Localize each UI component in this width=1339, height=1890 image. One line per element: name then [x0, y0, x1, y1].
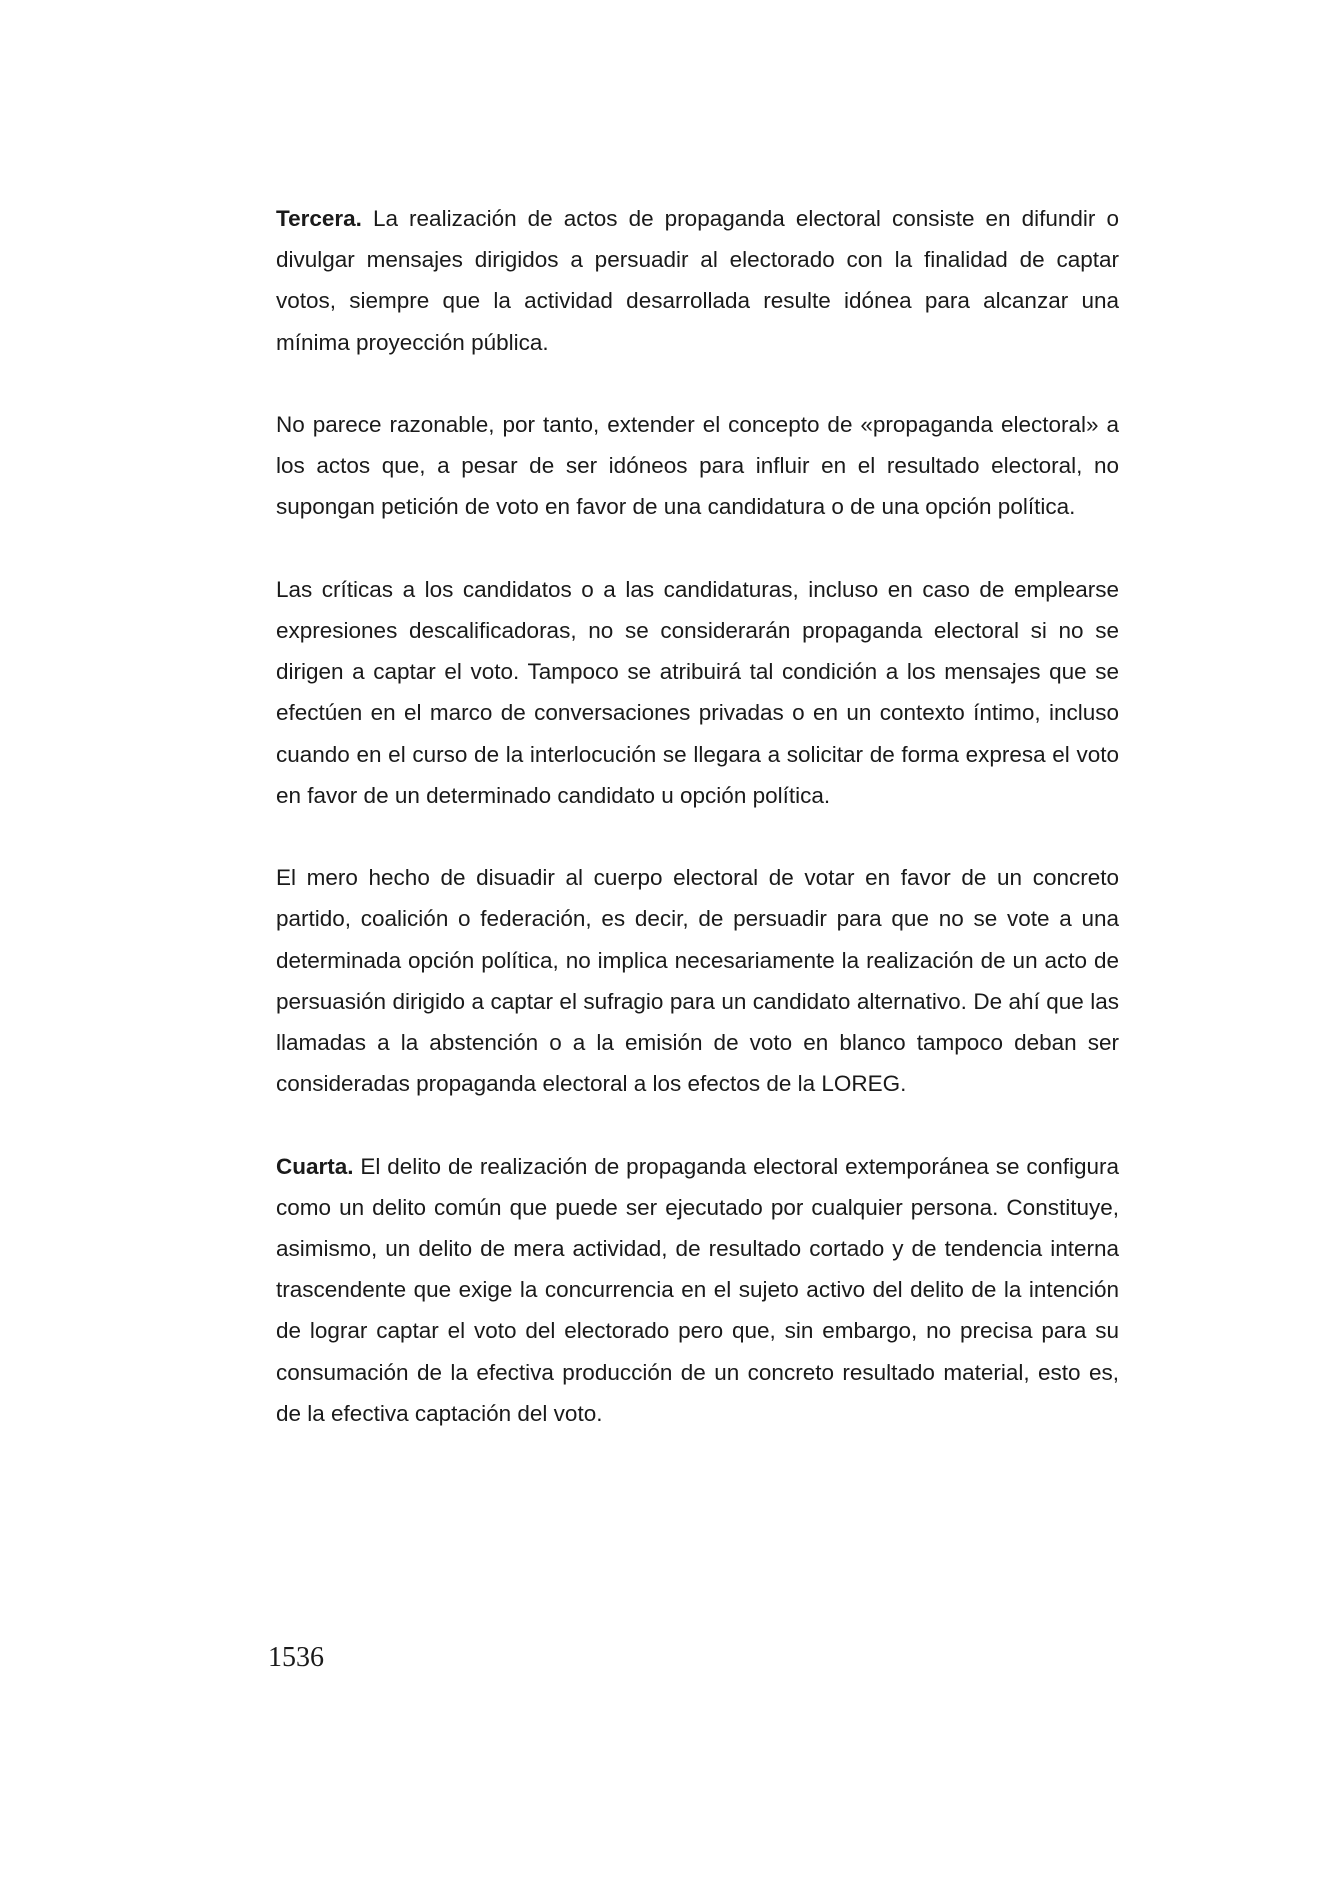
paragraph-text: No parece razonable, por tanto, extender el concepto de «propaganda electoral» a los actos que, a pesar de ser idóneos para influir en el resultado electoral, no supongan petición de voto en favor de una candidatura o de una opción política. [276, 412, 1119, 520]
paragraph-cuarta [276, 1146, 1119, 1434]
paragraph-text: El mero hecho de disuadir al cuerpo electoral de votar en favor de un concreto partido, coalición o federación, es decir, de persuadir para que no se vote a una determinada opción política, no implica necesariamente la realización de un acto de persuasión dirigido a captar el sufragio para un candidato alternativo. De ahí que las llamadas a la abstención o a la emisión de voto en blanco tampoco deban ser consideradas propaganda electoral a los efectos de la LOREG. [276, 865, 1119, 1097]
page-number: 1536 [268, 1642, 324, 1673]
paragraph-tercera [276, 198, 1119, 363]
paragraph-text: Las críticas a los candidatos o a las candidaturas, incluso en caso de emplearse expresiones descalificadoras, no se considerarán propaganda electoral si no se dirigen a captar el voto. Tampoco se atribuirá tal condición a los mensajes que se efectúen en el marco de conversaciones privadas o en un contexto íntimo, incluso cuando en el curso de la interlocución se llegara a solicitar de forma expresa el voto en favor de un determinado candidato u opción política. [276, 576, 1119, 808]
body-text [276, 198, 1119, 1475]
paragraph-disuadir [276, 857, 1119, 1104]
paragraph-lead: Cuarta. [276, 1153, 354, 1179]
paragraph-criticas [276, 569, 1119, 816]
paragraph-lead: Tercera. [276, 206, 362, 231]
paragraph-text: La realización de actos de propaganda electoral consiste en difundir o divulgar mensajes dirigidos a persuadir al electorado con la finalidad de captar votos, siempre que la actividad desarrollada resulte idónea para alcanzar una mínima proyección pública. [276, 206, 1119, 355]
paragraph-propaganda-concept [276, 404, 1119, 528]
paragraph-text: El delito de realización de propaganda electoral extemporánea se configura como un delito común que puede ser ejecutado por cualquier persona. Constituye, asimismo, un delito de mera actividad, de resultado cortado y de tendencia interna trascendente que exige la concurrencia en el sujeto activo del delito de la intención de lograr captar el voto del electorado pero que, sin embargo, no precisa para su consumación de la efectiva producción de un concreto resultado material, esto es, de la efectiva captación del voto. [276, 1153, 1119, 1426]
